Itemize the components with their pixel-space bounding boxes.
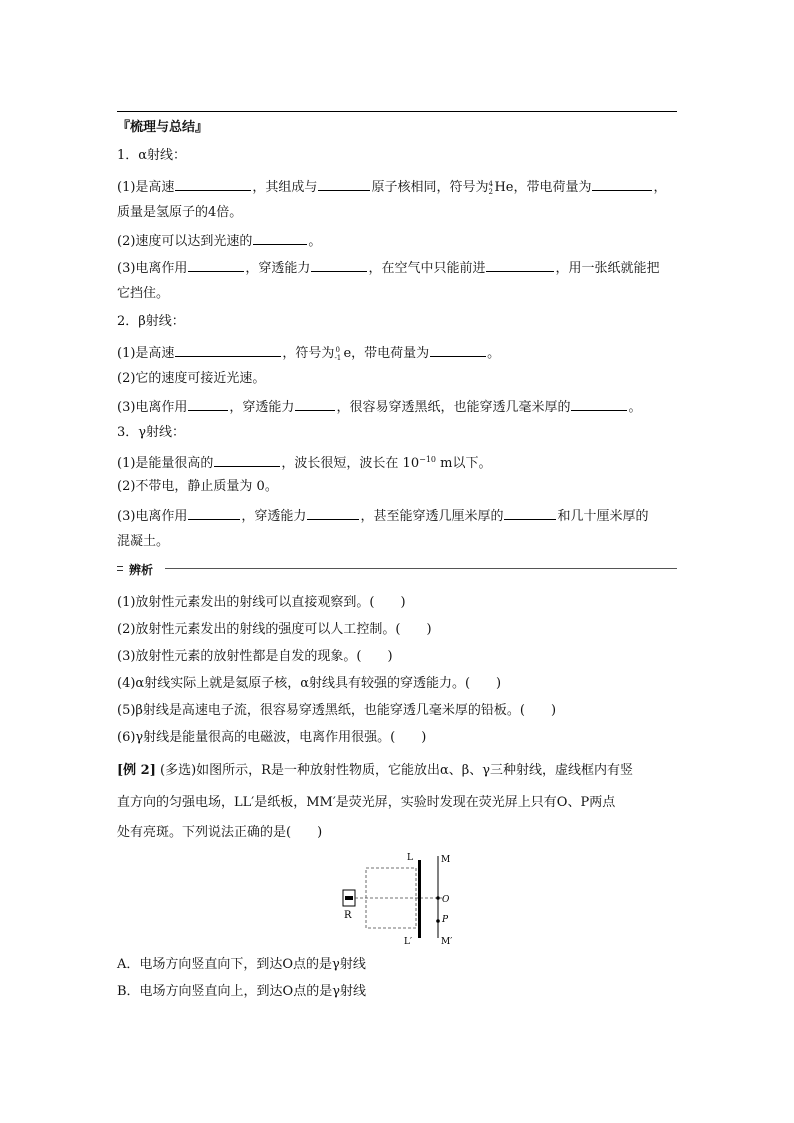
blank xyxy=(571,397,627,411)
gamma-line-3b: 混凝土。 xyxy=(117,534,170,549)
blank xyxy=(311,258,367,272)
option-b: B．电场方向竖直向上，到达O点的是γ射线 xyxy=(117,984,366,999)
example-line-3: 处有亮斑。下列说法正确的是( ) xyxy=(117,825,323,840)
analysis-item: (1)放射性元素发出的射线可以直接观察到。( ) xyxy=(117,595,406,610)
alpha-line-3b: 它挡住。 xyxy=(117,286,170,301)
alpha-line-2: (2)速度可以达到光速的 。 xyxy=(117,231,321,251)
gamma-line-3: (3)电离作用 ，穿透能力 ，甚至能穿透几厘米厚的 和几十厘米厚的 xyxy=(117,506,648,526)
blank xyxy=(188,397,228,411)
beta-line-1: (1)是高速 ，符号为 0 -1 e，带电荷量为 。 xyxy=(117,343,500,363)
alpha-line-1: (1)是高速 ，其组成与 原子核相同，符号为 4 2 He，带电荷量为 ， xyxy=(117,177,667,197)
beta-title: 2．β射线： xyxy=(117,314,185,329)
option-a: A．电场方向竖直向下，到达O点的是γ射线 xyxy=(117,957,366,972)
blank xyxy=(175,177,251,191)
alpha-line-3: (3)电离作用 ，穿透能力 ，在空气中只能前进 ，用一张纸就能把 xyxy=(117,258,659,278)
label-Lp: L′ xyxy=(404,937,413,947)
label-M: M xyxy=(441,855,451,865)
example-tag: [例 2] xyxy=(117,763,156,778)
label-Mp: M′ xyxy=(441,937,453,947)
example-line-1: [例 2] (多选)如图所示，R是一种放射性物质，它能放出α、β、γ三种射线，虚线框内有竖 xyxy=(117,763,634,778)
divider-rule xyxy=(165,568,677,569)
blank xyxy=(175,343,281,357)
analysis-item: (5)β射线是高速电子流，很容易穿透黑纸，也能穿透几毫米厚的铅板。( ) xyxy=(117,703,557,718)
divider-mark xyxy=(117,566,123,571)
gamma-title: 3．γ射线： xyxy=(117,425,186,440)
top-rule xyxy=(117,111,677,112)
gamma-line-2: (2)不带电，静止质量为 0。 xyxy=(117,479,278,494)
alpha-line-1b: 质量是氢原子的4倍。 xyxy=(117,205,243,220)
analysis-label: 辨析 xyxy=(129,563,154,577)
blank xyxy=(295,397,335,411)
alpha-title: 1．α射线： xyxy=(117,148,187,163)
label-L: L xyxy=(407,853,413,863)
label-P: P xyxy=(442,915,449,925)
blank xyxy=(214,453,280,467)
example-line-2: 直方向的匀强电场，LL′是纸板，MM′是荧光屏，实验时发现在荧光屏上只有O、P两点 xyxy=(117,795,616,810)
analysis-item: (4)α射线实际上就是氦原子核，α射线具有较强的穿透能力。( ) xyxy=(117,676,502,691)
experiment-figure xyxy=(330,848,470,948)
paper-board xyxy=(418,860,421,938)
gamma-line-1: (1)是能量很高的 ，波长很短，波长在 $10^{-10}$ m以下。 xyxy=(117,455,492,471)
analysis-item: (3)放射性元素的放射性都是自发的现象。( ) xyxy=(117,649,393,664)
blank xyxy=(253,231,307,245)
beta-line-2: (2)它的速度可接近光速。 xyxy=(117,371,266,386)
analysis-item: (2)放射性元素发出的射线的强度可以人工控制。( ) xyxy=(117,622,432,637)
analysis-divider xyxy=(117,563,677,577)
source-slit xyxy=(345,896,353,900)
blank xyxy=(430,343,486,357)
label-O: O xyxy=(442,895,450,905)
spot-P xyxy=(436,919,440,923)
spot-O xyxy=(436,896,440,900)
blank xyxy=(188,258,244,272)
blank xyxy=(307,506,359,520)
blank xyxy=(592,177,652,191)
beta-line-3: (3)电离作用 ，穿透能力 ，很容易穿透黑纸，也能穿透几毫米厚的 。 xyxy=(117,397,641,417)
blank xyxy=(318,177,370,191)
blank xyxy=(188,506,240,520)
blank xyxy=(486,258,554,272)
experiment-diagram xyxy=(330,848,470,948)
label-R: R xyxy=(344,910,352,921)
blank xyxy=(504,506,556,520)
section-heading: 『梳理与总结』 xyxy=(117,120,209,135)
analysis-item: (6)γ射线是能量很高的电磁波，电离作用很强。( ) xyxy=(117,730,427,745)
